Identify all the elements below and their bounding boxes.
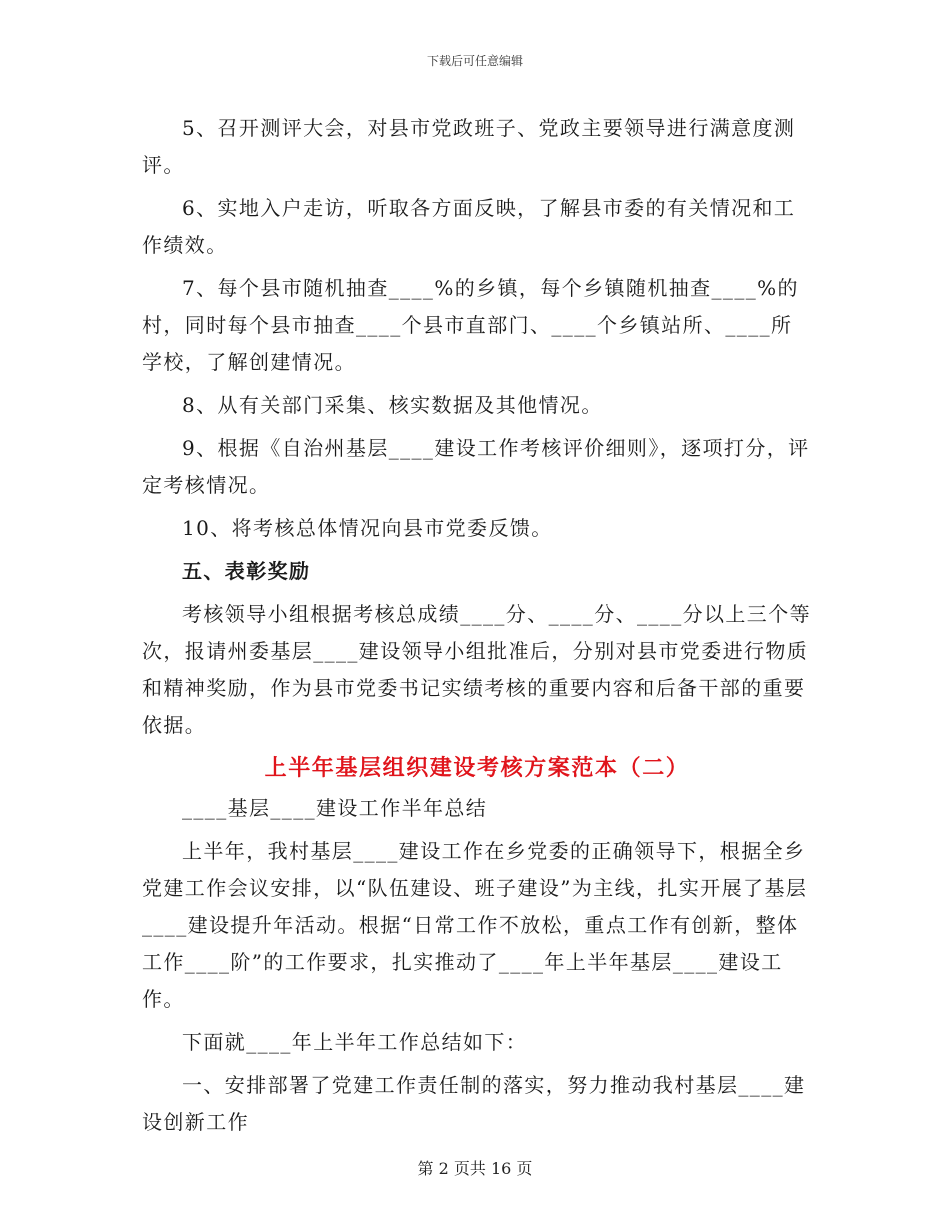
page-header: 下载后可任意编辑 — [426, 54, 523, 68]
page-footer: 第 2 页共 16 页 — [417, 1159, 533, 1178]
section-heading: 五、表彰奖励 — [182, 559, 311, 583]
paragraph-item-10: 10、将考核总体情况向县市党委反馈。 — [182, 516, 553, 540]
summary-subtitle: ____基层____建设工作半年总结 — [182, 796, 488, 820]
paragraph-item-6: 6、实地入户走访，听取各方面反映，了解县市委的有关情况和工作绩效。 — [142, 196, 796, 257]
document-body — [142, 110, 812, 1141]
summary-lead: 下面就____年上半年工作总结如下： — [182, 1030, 528, 1054]
paragraph-item-8: 8、从有关部门采集、核实数据及其他情况。 — [182, 393, 603, 417]
paragraph-item-5: 5、召开测评大会，对县市党政班子、党政主要领导进行满意度测评。 — [142, 116, 796, 177]
document-title: 上半年基层组织建设考核方案范本（二） — [264, 755, 690, 781]
summary-item-1: 一、安排部署了党建工作责任制的落实，努力推动我村基层____建设创新工作 — [142, 1073, 806, 1134]
summary-intro: 上半年，我村基层____建设工作在乡党委的正确领导下，根据全乡党建工作会议安排，以“队伍建设、班子建设”为主线，扎实开展了基层____建设提升年活动。根据“日常工作不放松，重点工作有创新，整体工作____阶”的工作要求，扎实推动了____年上半年基层____建设工作。 — [142, 839, 808, 1011]
paragraph-item-7: 7、每个县市随机抽查____%的乡镇，每个乡镇随机抽查____%的村，同时每个县市抽查____个县市直部门、____个乡镇站所、____所学校，了解创建情况。 — [142, 276, 799, 374]
section-body: 考核领导小组根据考核总成绩____分、____分、____分以上三个等次，报请州委基层____建设领导小组批准后，分别对县市党委进行物质和精神奖励，作为县市党委书记实绩考核的重要内容和后备干部的重要依据。 — [142, 602, 811, 737]
paragraph-item-9: 9、根据《自治州基层____建设工作考核评价细则》，逐项打分，评定考核情况。 — [142, 436, 810, 497]
